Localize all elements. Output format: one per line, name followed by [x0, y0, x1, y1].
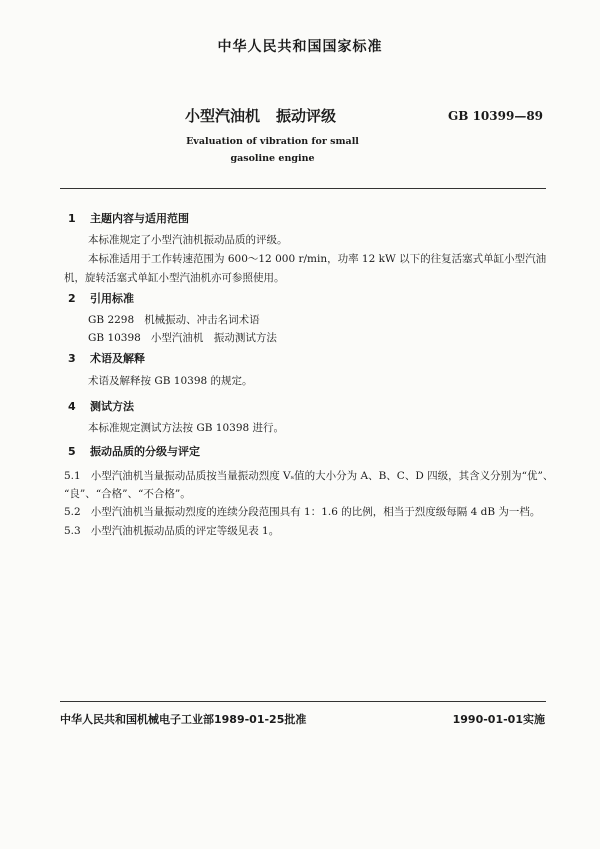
title-part1: 小型汽油机	[185, 107, 261, 125]
english-title-line2: gasoline engine	[230, 153, 315, 164]
section-5-heading: 5 振动品质的分级与评定	[68, 445, 200, 458]
reference-item: GB 2298 机械振动、冲击名词术语	[88, 314, 260, 326]
paragraph: 本标准规定测试方法按 GB 10398 进行。	[88, 422, 285, 434]
clause-5-2: 5.2 小型汽油机当量振动烈度的连续分段范围具有 1：1.6 的比例，相当于烈度级每隔 4 dB 为一档。	[64, 506, 541, 518]
standard-code: GB 10399—89	[448, 109, 544, 123]
clause-5-1: 5.1 小型汽油机当量振动品质按当量振动烈度 Vₛ值的大小分为 A、B、C、D 四级，其含义分别为“优”、	[64, 470, 554, 482]
approval-line: 中华人民共和国机械电子工业部1989-01-25批准	[60, 713, 307, 726]
paragraph: 机，旋转活塞式单缸小型汽油机亦可参照使用。	[64, 272, 285, 284]
section-2-heading: 2 引用标准	[68, 292, 134, 305]
clause-5-3: 5.3 小型汽油机振动品质的评定等级见表 1。	[64, 525, 280, 537]
english-title-line1: Evaluation of vibration for small	[186, 136, 359, 147]
section-1-heading: 1 主题内容与适用范围	[68, 212, 189, 225]
clause-5-1-cont: “良”、“合格”、“不合格”。	[64, 488, 191, 500]
paragraph: 本标准适用于工作转速范围为 600～12 000 r/min，功率 12 kW 以下的往复活塞式单缸小型汽油	[88, 253, 547, 265]
paragraph: 本标准规定了小型汽油机振动品质的评级。	[88, 234, 288, 246]
reference-item: GB 10398 小型汽油机 振动测试方法	[88, 332, 277, 344]
top-rule	[60, 188, 546, 189]
implementation-date: 1990-01-01实施	[452, 713, 545, 726]
section-4-heading: 4 测试方法	[68, 400, 134, 413]
title-part2: 振动评级	[276, 107, 337, 125]
paragraph: 术语及解释按 GB 10398 的规定。	[88, 375, 253, 387]
document-title	[185, 105, 336, 126]
section-3-heading: 3 术语及解释	[68, 352, 145, 365]
standard-header: 中华人民共和国国家标准	[217, 39, 383, 55]
bottom-rule	[60, 701, 546, 702]
